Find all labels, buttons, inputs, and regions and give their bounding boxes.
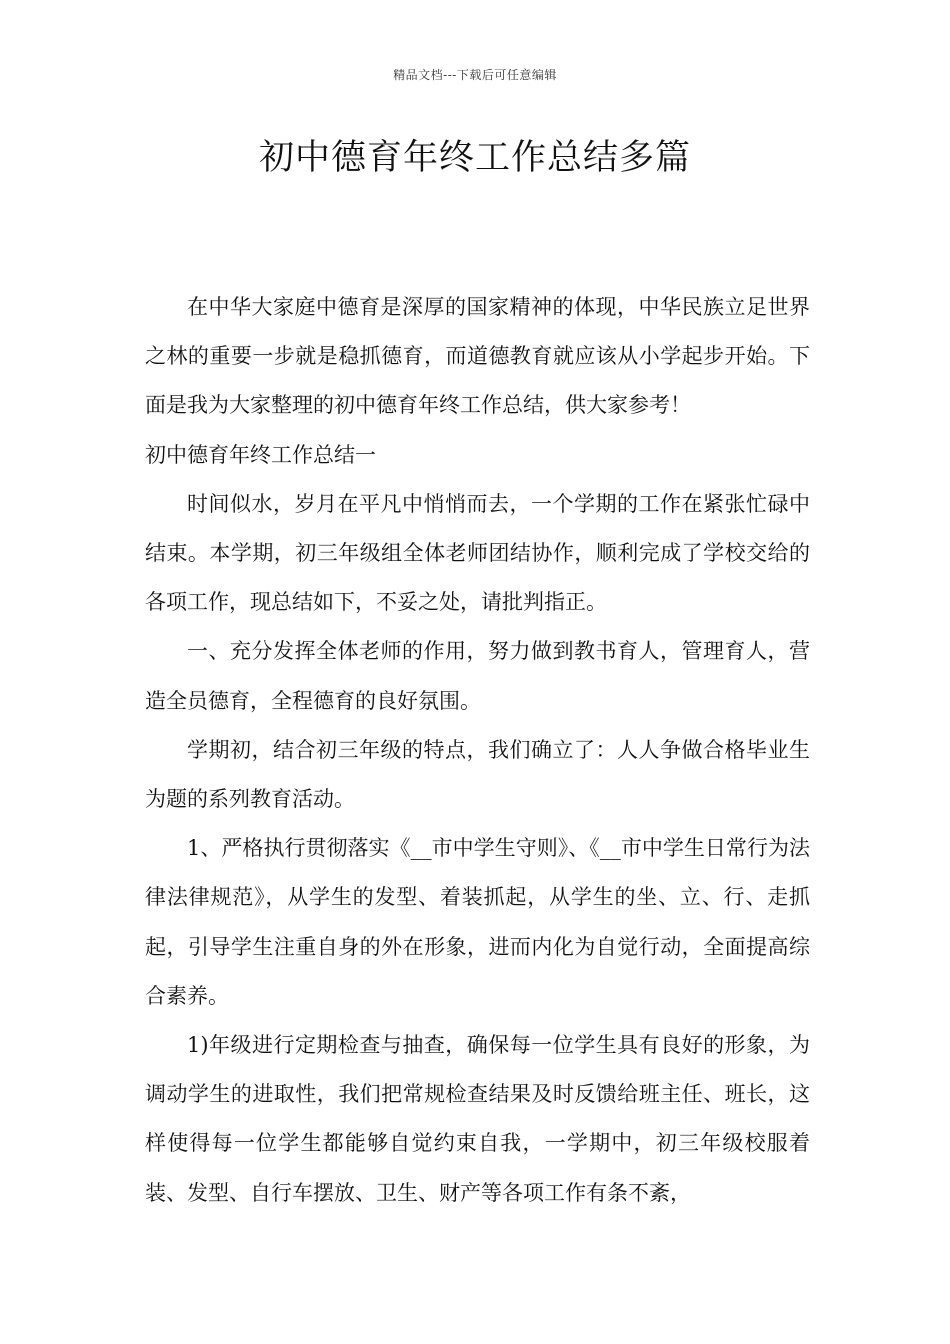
section-heading: 初中德育年终工作总结一 xyxy=(145,442,376,467)
paragraph-semester-start: 学期初，结合初三年级的特点，我们确立了：人人争做合格毕业生为题的系列教育活动。 xyxy=(145,737,810,812)
paragraph-summary: 时间似水，岁月在平凡中悄悄而去，一个学期的工作在紧张忙碌中结束。本学期，初三年级组全体老师团结协作，顺利完成了学校交给的各项工作，现总结如下，不妥之处，请批判指正。 xyxy=(145,491,810,615)
paragraph-item-1-1: 1)年级进行定期检查与抽查，确保每一位学生具有良好的形象，为调动学生的进取性，我们把常规检查结果及时反馈给班主任、班长，这样使得每一位学生都能够自觉约束自我，一学期中，初三年级校服着装、发型、自行车摆放、卫生、财产等各项工作有条不紊， xyxy=(145,1033,810,1205)
paragraph-point-one: 一、充分发挥全体老师的作用，努力做到教书育人，管理育人，营造全员德育，全程德育的良好氛围。 xyxy=(145,639,810,713)
document-title: 初中德育年终工作总结多篇 xyxy=(258,138,691,178)
header-note: 精品文档---下载后可任意编辑 xyxy=(393,68,557,82)
document-body xyxy=(145,283,810,1218)
paragraph-intro: 在中华大家庭中德育是深厚的国家精神的体现，中华民族立足世界之林的重要一步就是稳抓德育，而道德教育就应该从小学起步开始。下面是我为大家整理的初中德育年终工作总结，供大家参考！ xyxy=(145,295,810,418)
paragraph-item-1: 1、严格执行贯彻落实《__市中学生守则》、《__市中学生日常行为法律法律规范》，从学生的发型、着装抓起，从学生的坐、立、行、走抓起，引导学生注重自身的外在形象，进而内化为自觉行动，全面提高综合素养。 xyxy=(145,836,810,1008)
